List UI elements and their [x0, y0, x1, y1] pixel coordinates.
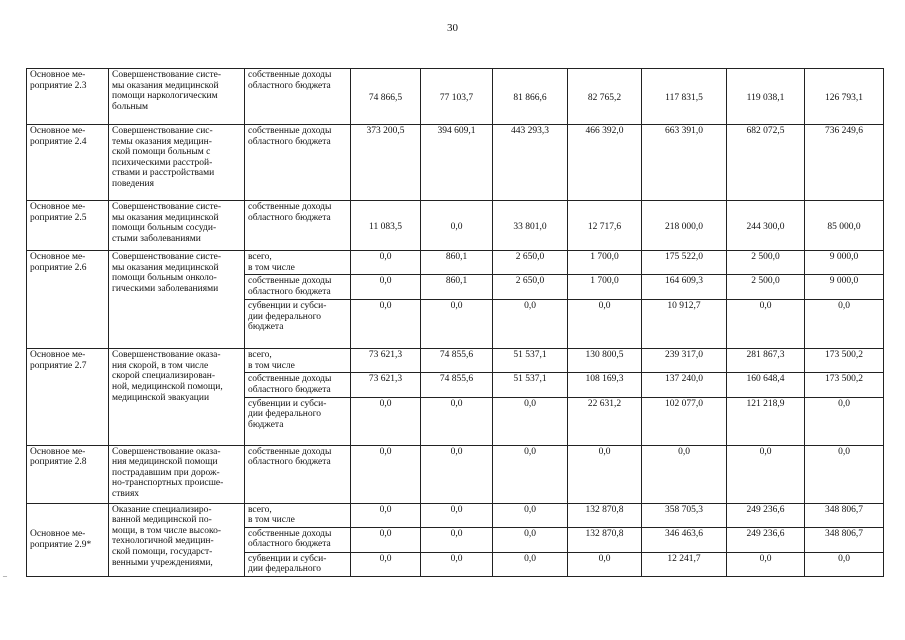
funding-source-cell: субвенции и субси- дии федерального — [245, 552, 351, 576]
measure-description-cell: Совершенствование оказа- ния скорой, в том числе скорой специализирован- ной, медицинской помощи, медицинской эвакуации — [109, 349, 245, 445]
amount-cell: 249 236,6 — [727, 527, 805, 552]
amount-cell: 9 000,0 — [805, 275, 884, 300]
funding-source-cell: субвенции и субси- дии федерального бюджета — [245, 300, 351, 349]
amount-cell: 132 870,8 — [568, 527, 642, 552]
amount-cell: 466 392,0 — [568, 125, 642, 201]
amount-cell: 2 500,0 — [727, 251, 805, 275]
amount-cell: 137 240,0 — [642, 373, 727, 397]
amount-cell: 51 537,1 — [493, 373, 568, 397]
amount-cell: 0,0 — [805, 300, 884, 349]
amount-cell: 0,0 — [351, 300, 421, 349]
amount-cell: 0,0 — [421, 300, 493, 349]
measure-description-cell: Совершенствование сис- темы оказания медицин- ской помощи больным с психическими расстрой- ствами и расстройствами поведения — [109, 125, 245, 201]
amount-cell: 0,0 — [351, 503, 421, 527]
measure-description-cell: Совершенствование систе- мы оказания медицинской помощи больным сосуди- стыми заболеваниями — [109, 201, 245, 251]
funding-source-cell: собственные доходы областного бюджета — [245, 527, 351, 552]
amount-cell: 2 650,0 — [493, 251, 568, 275]
funding-source-cell: собственные доходы областного бюджета — [245, 69, 351, 125]
amount-cell: 9 000,0 — [805, 251, 884, 275]
table-row — [27, 125, 884, 201]
amount-cell: 281 867,3 — [727, 349, 805, 373]
amount-cell: 85 000,0 — [805, 201, 884, 251]
measure-description-cell: Совершенствование систе- мы оказания медицинской помощи наркологическим больным — [109, 69, 245, 125]
amount-cell: 0,0 — [493, 397, 568, 445]
amount-cell: 10 912,7 — [642, 300, 727, 349]
amount-cell: 0,0 — [568, 552, 642, 576]
amount-cell: 244 300,0 — [727, 201, 805, 251]
amount-cell: 0,0 — [805, 445, 884, 503]
amount-cell: 164 609,3 — [642, 275, 727, 300]
measure-name-cell: Основное ме- роприятие 2.8 — [27, 445, 109, 503]
amount-cell: 0,0 — [805, 552, 884, 576]
amount-cell: 2 650,0 — [493, 275, 568, 300]
amount-cell: 160 648,4 — [727, 373, 805, 397]
amount-cell: 0,0 — [493, 527, 568, 552]
amount-cell: 119 038,1 — [727, 69, 805, 125]
amount-cell: 82 765,2 — [568, 69, 642, 125]
amount-cell: 860,1 — [421, 251, 493, 275]
amount-cell: 663 391,0 — [642, 125, 727, 201]
amount-cell: 73 621,3 — [351, 349, 421, 373]
amount-cell: 860,1 — [421, 275, 493, 300]
measure-description-cell: Оказание специализиро- ванной медицинской по- мощи, в том числе высоко- технологичной медицин- ской помощи, государст- венными учреждениями, — [109, 503, 245, 576]
amount-cell: 0,0 — [421, 552, 493, 576]
table-row — [27, 69, 884, 125]
table-row — [27, 445, 884, 503]
amount-cell: 1 700,0 — [568, 275, 642, 300]
amount-cell: 175 522,0 — [642, 251, 727, 275]
funding-source-cell: собственные доходы областного бюджета — [245, 125, 351, 201]
amount-cell: 0,0 — [351, 527, 421, 552]
funding-source-cell: собственные доходы областного бюджета — [245, 445, 351, 503]
amount-cell: 33 801,0 — [493, 201, 568, 251]
amount-cell: 0,0 — [351, 397, 421, 445]
budget-table — [26, 68, 884, 577]
amount-cell: 0,0 — [642, 445, 727, 503]
amount-cell: 12 717,6 — [568, 201, 642, 251]
amount-cell: 132 870,8 — [568, 503, 642, 527]
amount-cell: 0,0 — [568, 445, 642, 503]
amount-cell: 1 700,0 — [568, 251, 642, 275]
amount-cell: 0,0 — [493, 552, 568, 576]
amount-cell: 348 806,7 — [805, 527, 884, 552]
amount-cell: 77 103,7 — [421, 69, 493, 125]
funding-source-cell: всего, в том числе — [245, 251, 351, 275]
measure-name-cell: Основное ме- роприятие 2.7 — [27, 349, 109, 445]
amount-cell: 0,0 — [421, 527, 493, 552]
funding-source-cell: собственные доходы областного бюджета — [245, 275, 351, 300]
amount-cell: 126 793,1 — [805, 69, 884, 125]
amount-cell: 0,0 — [351, 251, 421, 275]
amount-cell: 218 000,0 — [642, 201, 727, 251]
funding-source-cell: всего, в том числе — [245, 503, 351, 527]
amount-cell: 12 241,7 — [642, 552, 727, 576]
amount-cell: 130 800,5 — [568, 349, 642, 373]
amount-cell: 0,0 — [493, 300, 568, 349]
amount-cell: 249 236,6 — [727, 503, 805, 527]
amount-cell: 2 500,0 — [727, 275, 805, 300]
amount-cell: 239 317,0 — [642, 349, 727, 373]
amount-cell: 736 249,6 — [805, 125, 884, 201]
amount-cell: 81 866,6 — [493, 69, 568, 125]
amount-cell: 74 866,5 — [351, 69, 421, 125]
amount-cell: 74 855,6 — [421, 349, 493, 373]
measure-name-cell: Основное ме- роприятие 2.4 — [27, 125, 109, 201]
table-row — [27, 201, 884, 251]
amount-cell: 0,0 — [351, 275, 421, 300]
measure-name-cell: Основное ме- роприятие 2.9* — [27, 503, 109, 576]
amount-cell: 0,0 — [351, 552, 421, 576]
amount-cell: 348 806,7 — [805, 503, 884, 527]
table-row — [27, 503, 884, 527]
amount-cell: 0,0 — [421, 503, 493, 527]
amount-cell: 102 077,0 — [642, 397, 727, 445]
amount-cell: 117 831,5 — [642, 69, 727, 125]
measure-name-cell: Основное ме- роприятие 2.3 — [27, 69, 109, 125]
page-number: 30 — [447, 22, 458, 34]
measure-name-cell: Основное ме- роприятие 2.5 — [27, 201, 109, 251]
amount-cell: 74 855,6 — [421, 373, 493, 397]
amount-cell: 373 200,5 — [351, 125, 421, 201]
amount-cell: 0,0 — [493, 445, 568, 503]
amount-cell: 394 609,1 — [421, 125, 493, 201]
measure-description-cell: Совершенствование систе- мы оказания медицинской помощи больным онколо- гическими заболеваниями — [109, 251, 245, 349]
amount-cell: 682 072,5 — [727, 125, 805, 201]
amount-cell: 0,0 — [421, 397, 493, 445]
amount-cell: 73 621,3 — [351, 373, 421, 397]
amount-cell: 0,0 — [727, 552, 805, 576]
amount-cell: 358 705,3 — [642, 503, 727, 527]
measure-name-cell: Основное ме- роприятие 2.6 — [27, 251, 109, 349]
amount-cell: 173 500,2 — [805, 373, 884, 397]
amount-cell: 11 083,5 — [351, 201, 421, 251]
amount-cell: 0,0 — [421, 201, 493, 251]
table-row — [27, 251, 884, 275]
amount-cell: 22 631,2 — [568, 397, 642, 445]
amount-cell: 173 500,2 — [805, 349, 884, 373]
amount-cell: 51 537,1 — [493, 349, 568, 373]
amount-cell: 346 463,6 — [642, 527, 727, 552]
amount-cell: 121 218,9 — [727, 397, 805, 445]
amount-cell: 443 293,3 — [493, 125, 568, 201]
amount-cell: 0,0 — [568, 300, 642, 349]
funding-source-cell: собственные доходы областного бюджета — [245, 201, 351, 251]
amount-cell: 0,0 — [421, 445, 493, 503]
amount-cell: 0,0 — [493, 503, 568, 527]
funding-source-cell: всего, в том числе — [245, 349, 351, 373]
measure-description-cell: Совершенствование оказа- ния медицинской помощи пострадавшим при дорож- но-транспортных происше- ствиях — [109, 445, 245, 503]
amount-cell: 0,0 — [351, 445, 421, 503]
amount-cell: 108 169,3 — [568, 373, 642, 397]
table-row — [27, 349, 884, 373]
margin-mark: – — [3, 571, 7, 580]
amount-cell: 0,0 — [727, 300, 805, 349]
amount-cell: 0,0 — [727, 445, 805, 503]
funding-source-cell: собственные доходы областного бюджета — [245, 373, 351, 397]
funding-source-cell: субвенции и субси- дии федерального бюджета — [245, 397, 351, 445]
amount-cell: 0,0 — [805, 397, 884, 445]
